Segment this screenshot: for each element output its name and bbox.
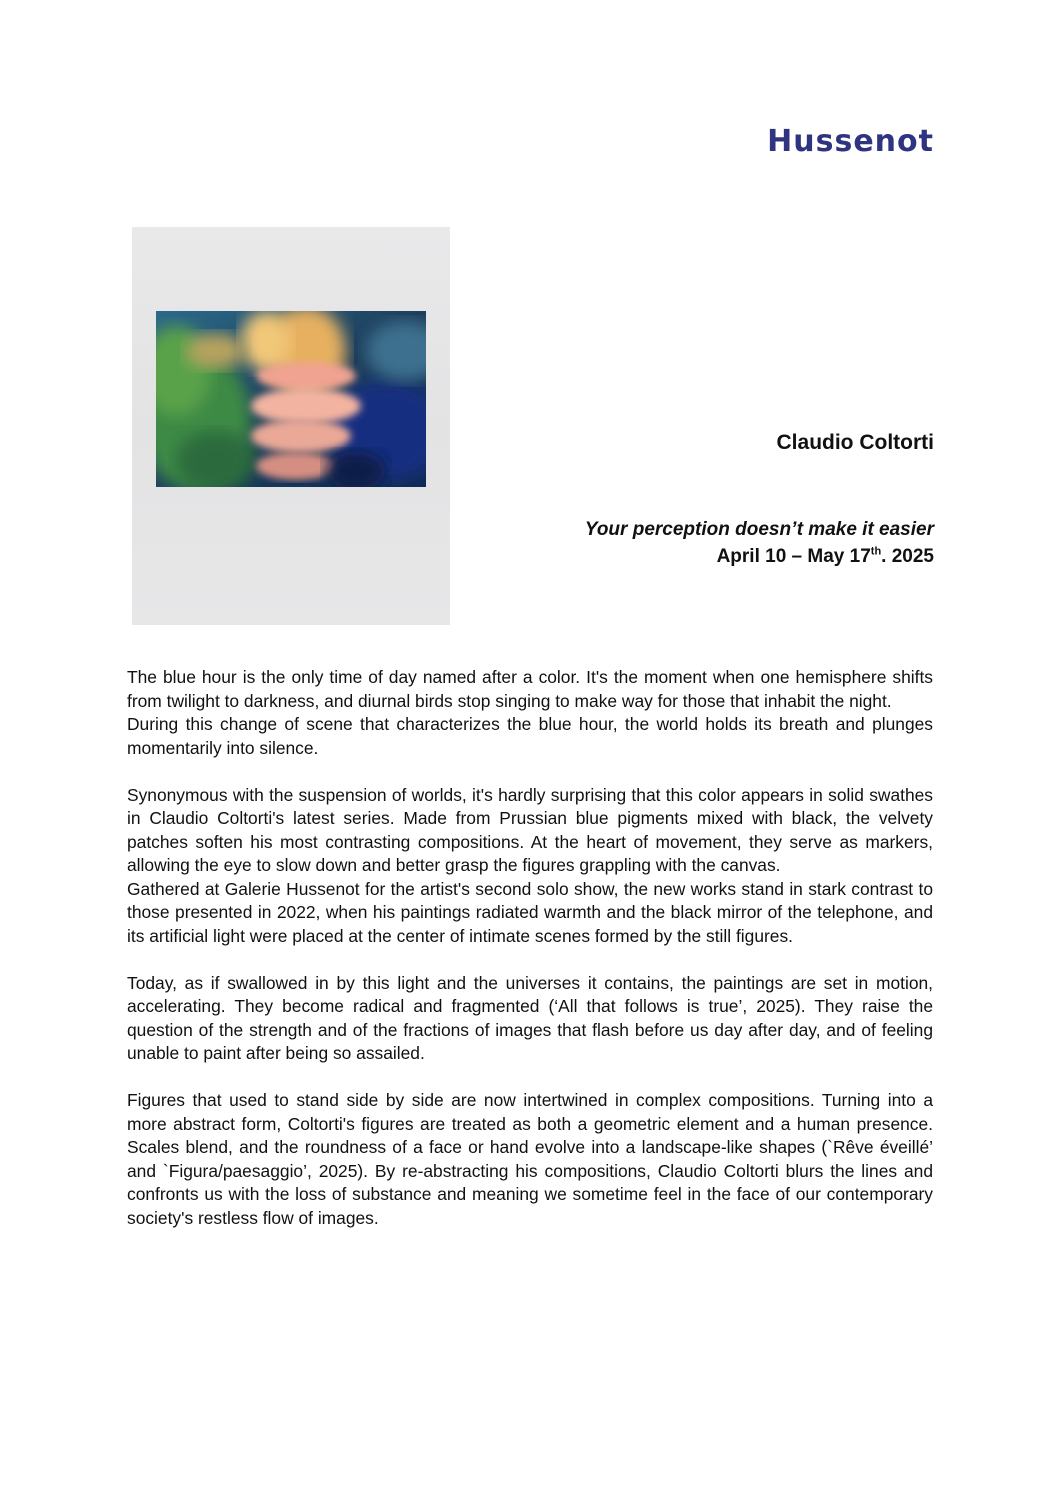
exhibition-title: Your perception doesn’t make it easier [584, 519, 934, 540]
artist-name: Claudio Coltorti [776, 431, 934, 454]
painting [156, 311, 426, 487]
dates-suffix: . 2025 [881, 546, 934, 567]
dates-superscript: th [870, 545, 882, 558]
paragraph-5: Today, as if swallowed in by this light and the universes it contains, the paintings are set in motion, accelerating. They become radical and fragmented (‘All that follows is true’, 2025). They raise the question of the strength and of the fractions of images that flash before us day after day, and of feeling unable to paint after being so assailed. [127, 972, 933, 1063]
exhibition-dates [717, 546, 934, 568]
press-release-body [127, 666, 933, 1230]
paragraph-4: Gathered at Galerie Hussenot for the artist's second solo show, the new works stand in stark contrast to those presented in 2022, when his paintings radiated warmth and the black mirror of the telephone, and its artificial light were placed at the center of intimate scenes formed by the still figures. [127, 878, 933, 946]
paragraph-3: Synonymous with the suspension of worlds, it's hardly surprising that this color appears in solid swathes in Claudio Coltorti's latest series. Made from Prussian blue pigments mixed with black, the velvety patches soften his most contrasting compositions. At the heart of movement, they serve as markers, allowing the eye to slow down and better grasp the figures grappling with the canvas. [127, 784, 933, 875]
paragraph-2: During this change of scene that characterizes the blue hour, the world holds its breath and plunges momentarily into silence. [127, 714, 933, 758]
dates-prefix: April 10 – May 17 [716, 546, 871, 567]
artwork-image [132, 227, 450, 625]
gallery-logo: Hussenot [767, 124, 934, 159]
paragraph-1: The blue hour is the only time of day named after a color. It's the moment when one hemisphere shifts from twilight to darkness, and diurnal birds stop singing to make way for those that inhabit the night. [127, 667, 933, 711]
paragraph-6: Figures that used to stand side by side are now intertwined in complex compositions. Turning into a more abstract form, Coltorti's figures are treated as both a geometric element and a human presence. Scales blend, and the roundness of a face or hand evolve into a landscape-like shapes (`Rêve éveillé’ and `Figura/paesaggio’, 2025). By re-abstracting his compositions, Claudio Coltorti blurs the lines and confronts us with the loss of substance and meaning we sometime feel in the face of our contemporary society's restless flow of images. [127, 1090, 933, 1228]
painting-svg [156, 311, 426, 487]
